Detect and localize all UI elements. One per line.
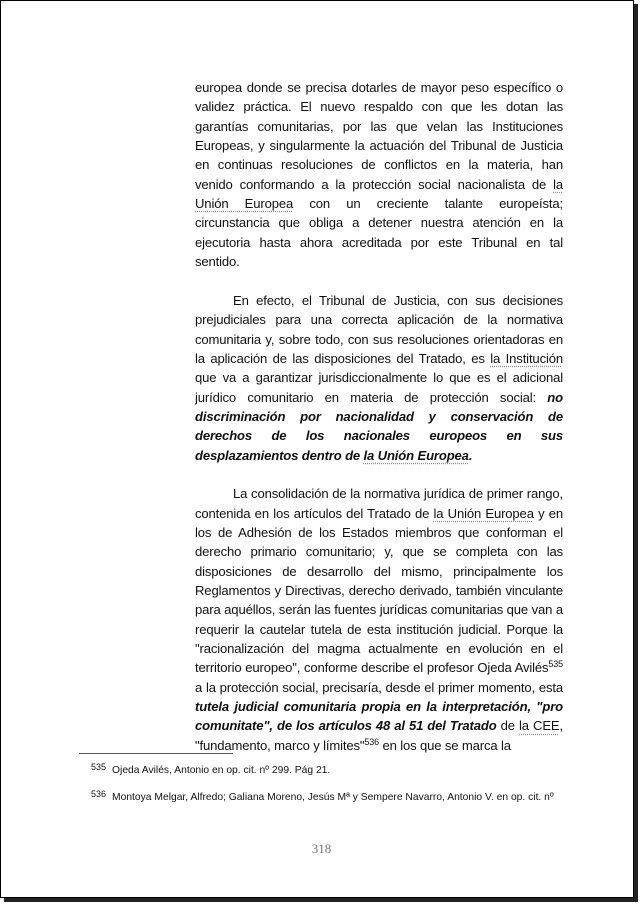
emphasis-text: tutela judicial comunitaria propia en la interpretación, "pro comunitate", de los artículos 48 al 51 del Tratado bbox=[195, 699, 563, 734]
footnote-number: 536 bbox=[91, 789, 107, 799]
paragraph-1 bbox=[195, 78, 563, 271]
paragraph-2 bbox=[195, 291, 563, 465]
paragraph-1-text-a: europea donde se precisa dotarles de mayor peso específico o validez práctica. El nuevo respaldo con que les dotan las garantías comunitarias, por las que velan las Instituciones Europeas, y singularmente la actuación del Tribunal de Justicia en continuas resoluciones de conflictos en la materia, han venido conformando a la protección social nacionalista de bbox=[195, 80, 563, 192]
footnote-535 bbox=[91, 761, 330, 777]
paragraph-3-text-d: de bbox=[496, 718, 520, 734]
paragraph-3-text-a: La consolidación de la normativa jurídica de primer rango, contenida en los artículos del Tratado de bbox=[195, 486, 563, 521]
footnote-ref-535[interactable]: 535 bbox=[548, 659, 563, 670]
body-text bbox=[195, 78, 563, 755]
paragraph-3-text-c: a la protección social, precisaría, desde el primer momento, esta bbox=[195, 679, 563, 695]
footnote-text: Montoya Melgar, Alfredo; Galiana Moreno, Jesús Mª y Sempere Navarro, Antonio V. en op. cit. nº bbox=[112, 792, 554, 803]
emphasis-text: no discriminación por nacionalidad y conservación de derechos de los nacionales europeos en sus desplazamientos dentro de bbox=[195, 389, 563, 463]
paragraph-3-text-b: y en los de Adhesión de los Estados miembros que conforman el derecho primario comunitario; y, que se completa con las disposiciones de desarrollo del mismo, principalmente los Reglamentos y Directivas, derecho derivado, también vinculante para aquéllos, serán las fuentes jurídicas comunitarias que van a requerir la cautelar tutela de esta institución judicial. Porque la "racionalización del magma actualmente en evolución en el territorio europeo", conforme describe el profesor Ojeda Avilés bbox=[195, 505, 563, 676]
spellcheck-term: la Institución bbox=[490, 350, 563, 366]
footnote-text: Ojeda Avilés, Antonio en op. cit. nº 299. Pág 21. bbox=[112, 765, 331, 776]
paragraph-2-text-b: que va a garantizar jurisdiccionalmente lo que es el adicional jurídico comunitario en materia de protección social: bbox=[195, 370, 563, 405]
paragraph-3-text-e: , "fundamento, marco y límites" bbox=[195, 718, 563, 753]
emphasis-spellcheck-term: la Unión Europea bbox=[363, 447, 469, 463]
page-number: 318 bbox=[311, 841, 332, 856]
emphasis-end: . bbox=[468, 447, 473, 463]
paragraph-1-text-b: con un creciente talante europeísta; circunstancia que obliga a detener nuestra atención en la ejecutoria hasta ahora acreditada por este Tribunal en tal sentido. bbox=[195, 196, 563, 270]
footnote-separator bbox=[79, 753, 233, 754]
spellcheck-term: la Unión Europea bbox=[433, 505, 534, 521]
spellcheck-term: la CEE bbox=[519, 718, 560, 734]
spellcheck-term: la Unión Europea bbox=[195, 176, 563, 212]
footnote-number: 535 bbox=[91, 762, 107, 772]
paragraph-3 bbox=[195, 484, 563, 755]
footnote-ref-536[interactable]: 536 bbox=[364, 736, 379, 747]
footnote-536 bbox=[91, 788, 554, 804]
paragraph-2-text-a: En efecto, el Tribunal de Justicia, con sus decisiones prejudiciales para una correcta aplicación de la normativa comunitaria y, sobre todo, con sus resoluciones orientadoras en la aplicación de las disposiciones del Tratado, es bbox=[195, 292, 563, 366]
paragraph-3-text-f: en los que se marca la bbox=[379, 737, 511, 753]
